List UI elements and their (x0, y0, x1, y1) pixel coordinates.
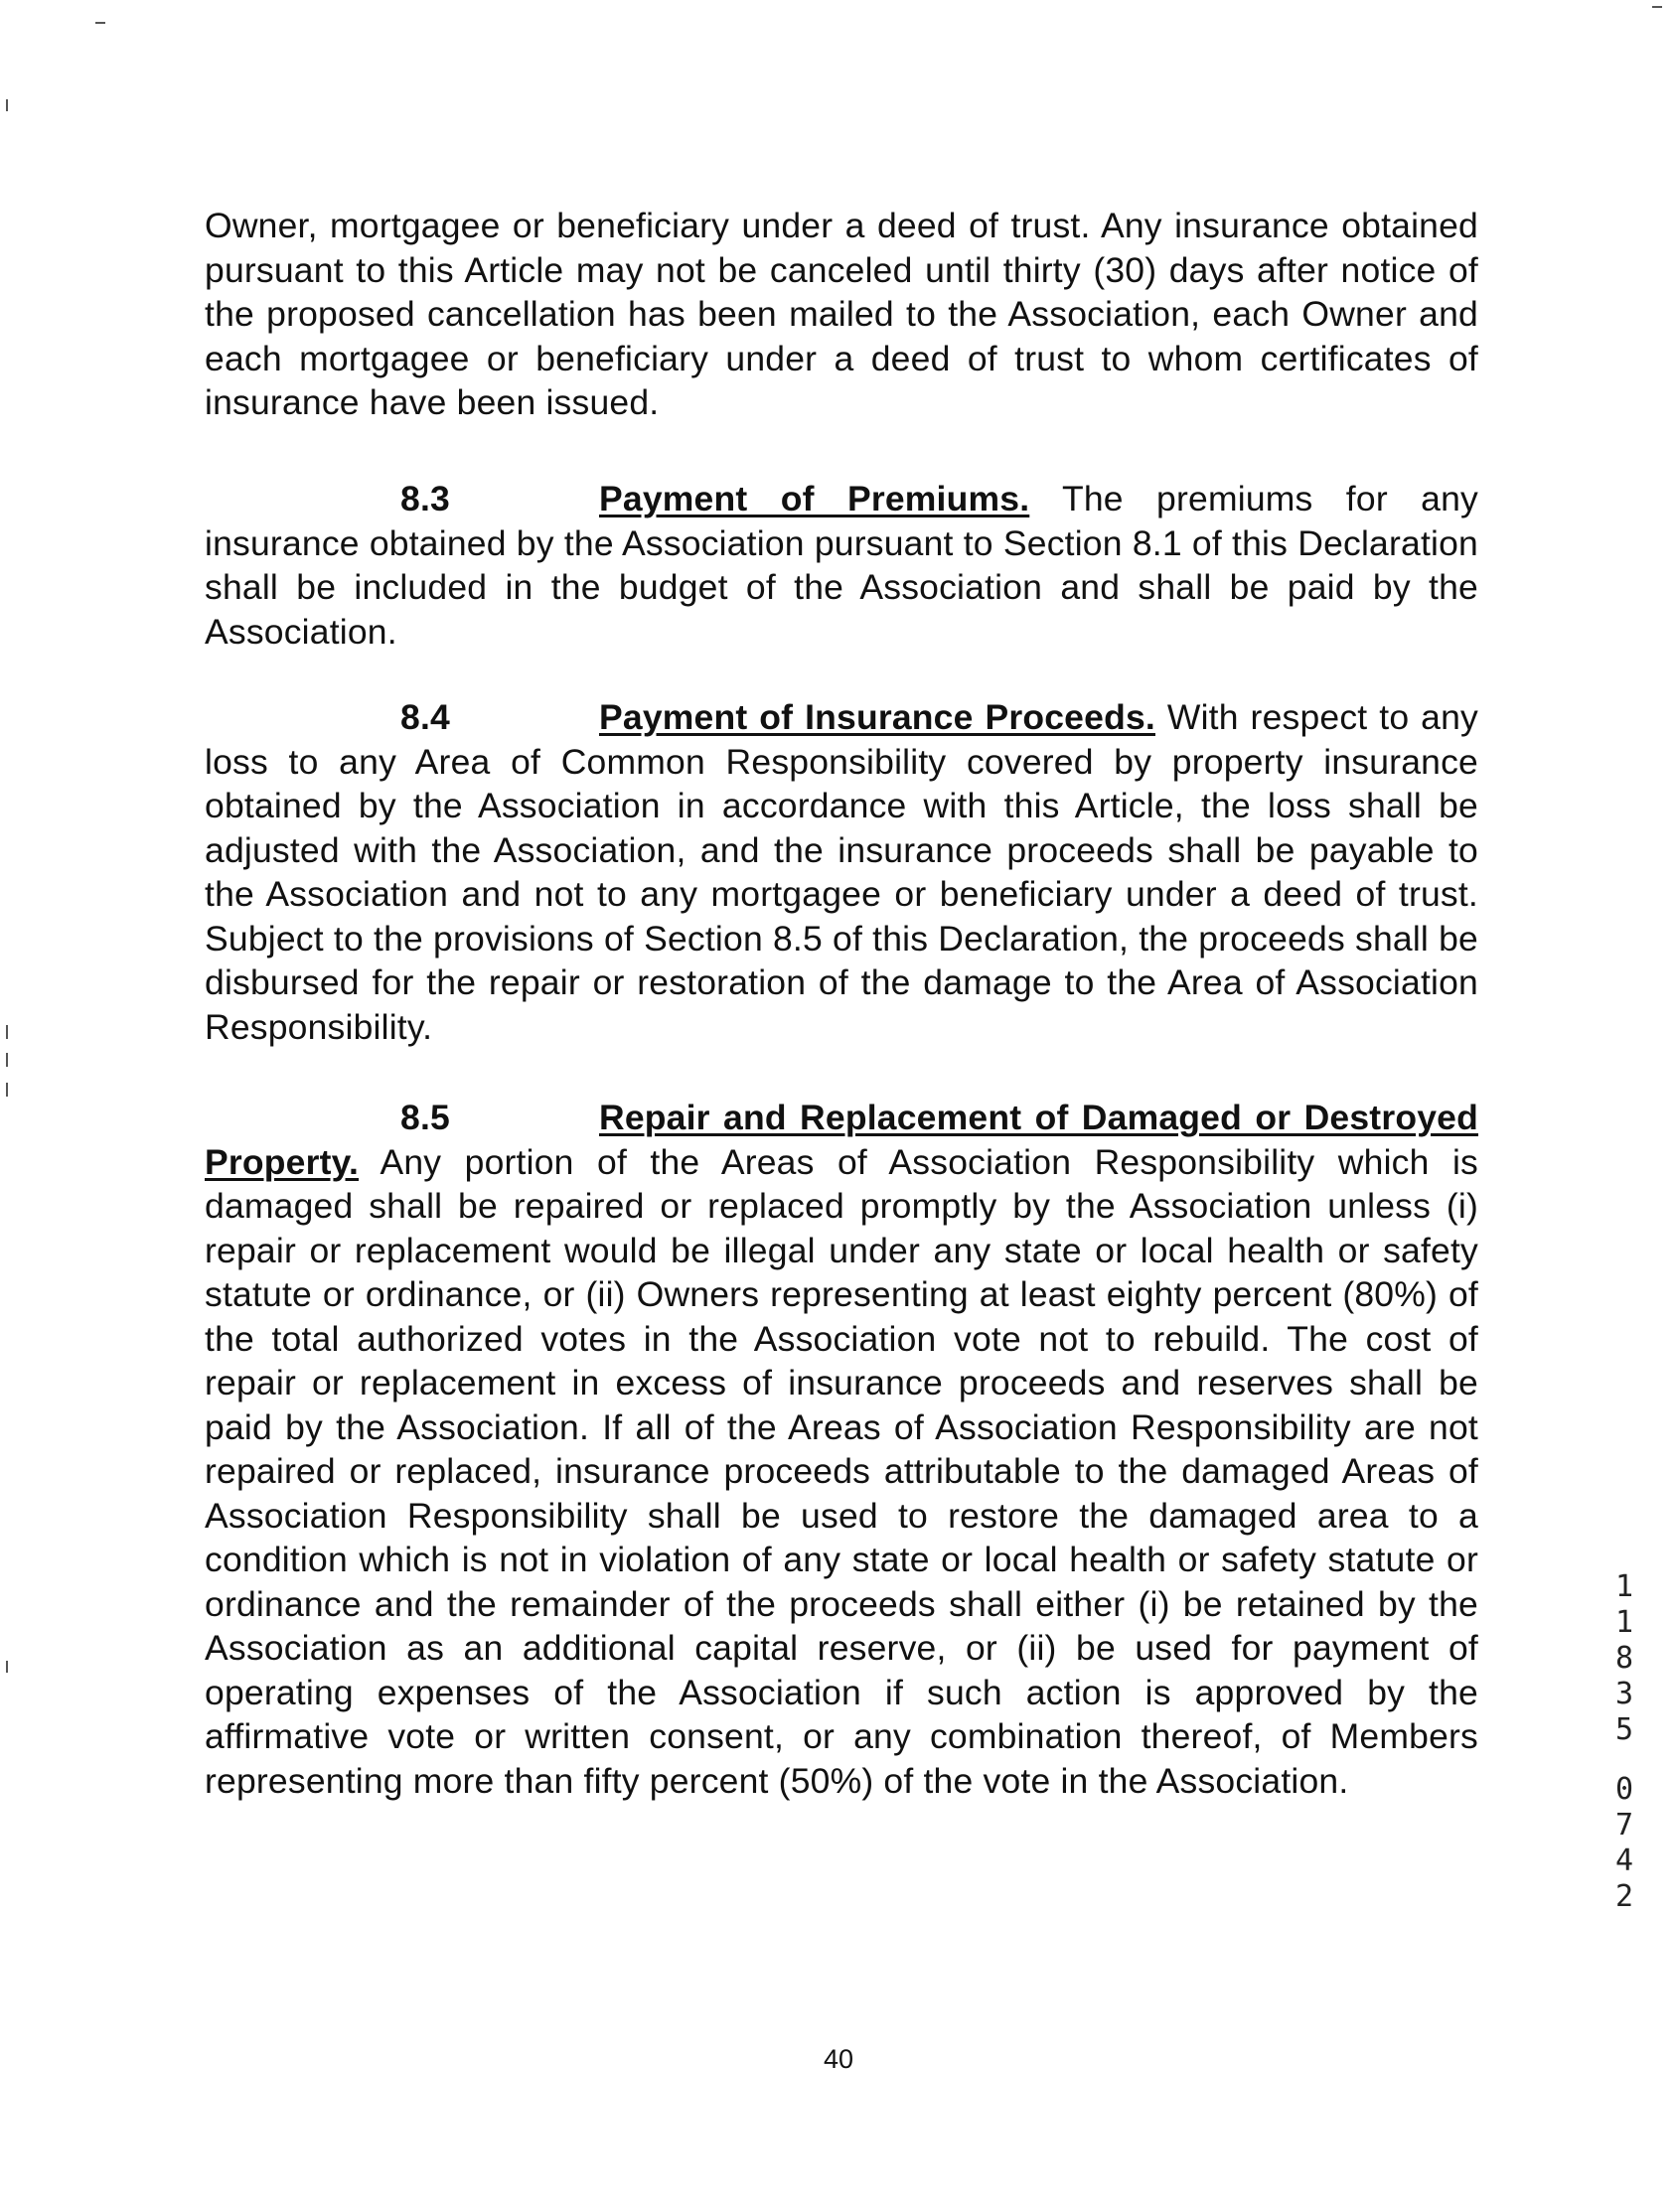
section-title: Payment of Insurance Proceeds. (599, 697, 1155, 737)
scan-mark (6, 1053, 8, 1067)
stamp-digit: 2 (1614, 1879, 1634, 1914)
scan-mark (6, 1661, 8, 1673)
section-title: Payment of Premiums. (599, 479, 1030, 518)
section-8-5 (205, 1096, 1478, 1803)
scan-mark (6, 1025, 8, 1039)
paragraph-text: Owner, mortgagee or beneficiary under a deed of trust. Any insurance obtained pursuant to this Article may not be canceled until thirty (30) days after notice of the proposed cancellation has been mailed to the Association, each Owner and each mortgagee or beneficiary under a deed of trust to whom certificates of insurance have been issued. (205, 206, 1478, 422)
margin-recording-stamp (1604, 1569, 1644, 1915)
stamp-gap (1604, 1748, 1644, 1772)
section-title: Repair and Replacement of Damaged or Destroyed Property. (205, 1098, 1478, 1182)
stamp-digit: 4 (1614, 1843, 1634, 1878)
section-number: 8.5 (400, 1098, 450, 1137)
section-number: 8.4 (400, 697, 450, 737)
stamp-digit: 0 (1614, 1772, 1634, 1807)
scan-mark (95, 22, 105, 24)
stamp-digit: 5 (1614, 1712, 1634, 1747)
section-body: Any portion of the Areas of Association Responsibility which is damaged shall be repaired or replaced promptly by the Association unless (i) repair or replacement would be illegal under any state or local health or safety statute or ordinance, or (ii) Owners representing at least eighty percent (80%) of the total authorized votes in the Association vote not to rebuild. The cost of repair or replacement in excess of insurance proceeds and reserves shall be paid by the Association. If all of the Areas of Association Responsibility are not repaired or replaced, insurance proceeds attributable to the damaged Areas of Association Responsibility shall be used to restore the damaged area to a condition which is not in violation of any state or local health or safety statute or ordinance and the remainder of the proceeds shall either (i) be retained by the Association as an additional capital reserve, or (ii) be used for payment of operating expenses of the Association if such action is approved by the affirmative vote or written consent, or any combination thereof, of Members representing more than fifty percent (50%) of the vote in the Association. (205, 1141, 1478, 1801)
section-body: With respect to any loss to any Area of Common Responsibility covered by property insurance obtained by the Association in accordance with this Article, the loss shall be adjusted with the Association, and the insurance proceeds shall be payable to the Association and not to any mortgagee or beneficiary under a deed of trust. Subject to the provisions of Section 8.5 of this Declaration, the proceeds shall be disbursed for the repair or restoration of the damage to the Area of Association Responsibility. (205, 697, 1478, 1047)
section-8-3 (205, 477, 1478, 654)
section-body: The premiums for any insurance obtained by the Association pursuant to Section 8.1 of this Declaration shall be included in the budget of the Association and shall be paid by the Association. (205, 479, 1479, 652)
paragraph-continuation (205, 204, 1478, 425)
stamp-digit: 1 (1614, 1605, 1634, 1640)
stamp-digit: 1 (1614, 1569, 1634, 1604)
scan-mark (1652, 6, 1662, 8)
scan-mark (6, 99, 8, 111)
stamp-digit: 8 (1614, 1641, 1634, 1676)
page-number: 40 (823, 2044, 854, 2074)
section-8-4 (205, 695, 1478, 1049)
scan-mark (6, 1083, 8, 1097)
section-number: 8.3 (400, 479, 450, 518)
stamp-digit: 3 (1614, 1677, 1634, 1711)
stamp-digit: 7 (1614, 1808, 1634, 1843)
